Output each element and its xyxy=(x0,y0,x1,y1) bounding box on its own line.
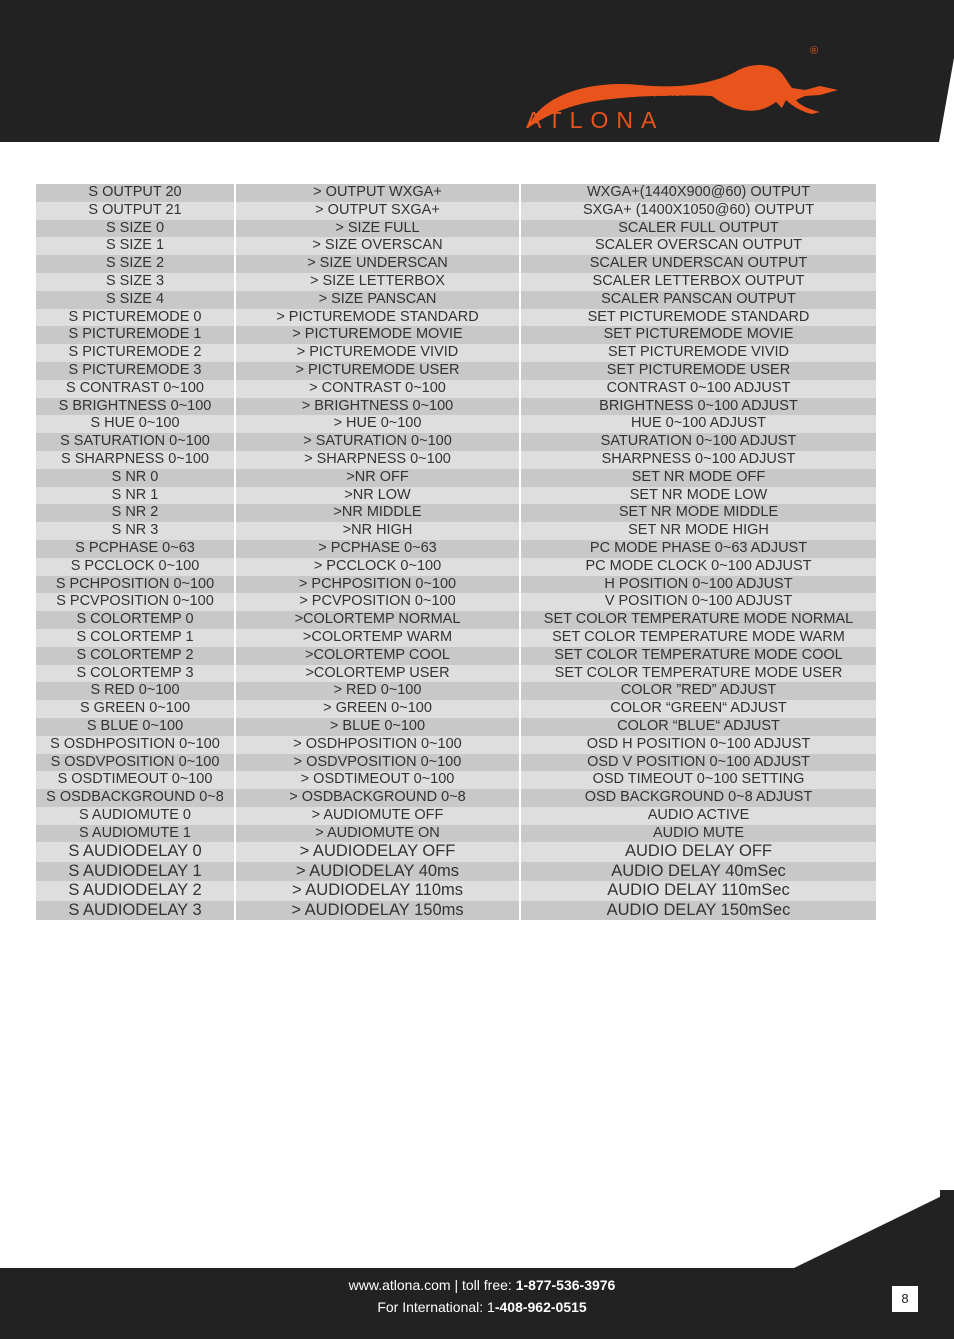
table-row xyxy=(36,862,876,882)
command-cell: S OSDBACKGROUND 0~8 xyxy=(36,789,234,807)
description-cell: SET COLOR TEMPERATURE MODE COOL xyxy=(521,647,876,665)
table-row xyxy=(36,771,876,789)
description-cell: H POSITION 0~100 ADJUST xyxy=(521,576,876,594)
response-cell: > OSDTIMEOUT 0~100 xyxy=(236,771,519,789)
description-cell: SXGA+ (1400X1050@60) OUTPUT xyxy=(521,202,876,220)
table-row xyxy=(36,255,876,273)
response-cell: > HUE 0~100 xyxy=(236,415,519,433)
response-cell: > SHARPNESS 0~100 xyxy=(236,451,519,469)
response-cell: > GREEN 0~100 xyxy=(236,700,519,718)
description-cell: SET PICTUREMODE USER xyxy=(521,362,876,380)
description-cell: SET COLOR TEMPERATURE MODE NORMAL xyxy=(521,611,876,629)
registered-mark: ® xyxy=(810,45,819,57)
table-row xyxy=(36,220,876,238)
table-row xyxy=(36,362,876,380)
description-cell: WXGA+(1440X900@60) OUTPUT xyxy=(521,184,876,202)
response-cell: > SATURATION 0~100 xyxy=(236,433,519,451)
description-cell: AUDIO DELAY OFF xyxy=(521,842,876,862)
command-cell: S AUDIODELAY 3 xyxy=(36,901,234,921)
table-row xyxy=(36,273,876,291)
table-row xyxy=(36,611,876,629)
command-cell: S OUTPUT 21 xyxy=(36,202,234,220)
header-corner-cut xyxy=(939,58,954,142)
response-cell: > OSDVPOSITION 0~100 xyxy=(236,754,519,772)
command-cell: S SHARPNESS 0~100 xyxy=(36,451,234,469)
table-row xyxy=(36,789,876,807)
response-cell: > SIZE FULL xyxy=(236,220,519,238)
command-cell: S AUDIODELAY 1 xyxy=(36,862,234,882)
response-cell: > PICTUREMODE STANDARD xyxy=(236,309,519,327)
response-cell: >COLORTEMP NORMAL xyxy=(236,611,519,629)
description-cell: SET PICTUREMODE MOVIE xyxy=(521,326,876,344)
command-table xyxy=(34,184,878,920)
table-row xyxy=(36,415,876,433)
response-cell: > PCCLOCK 0~100 xyxy=(236,558,519,576)
description-cell: COLOR ”RED” ADJUST xyxy=(521,682,876,700)
command-table-body xyxy=(36,184,876,920)
description-cell: COLOR “BLUE“ ADJUST xyxy=(521,718,876,736)
command-cell: S AUDIOMUTE 1 xyxy=(36,825,234,843)
toll-free-number: 1-877-536-3976 xyxy=(515,1277,616,1293)
description-cell: PC MODE PHASE 0~63 ADJUST xyxy=(521,540,876,558)
toll-free-label: | toll free: xyxy=(450,1277,516,1293)
response-cell: > PICTUREMODE VIVID xyxy=(236,344,519,362)
website-link[interactable]: www.atlona.com xyxy=(348,1277,451,1293)
command-table-wrapper xyxy=(36,184,878,920)
response-cell: > AUDIOMUTE OFF xyxy=(236,807,519,825)
table-row xyxy=(36,901,876,921)
footer-contact-line xyxy=(0,1277,954,1293)
description-cell: SCALER LETTERBOX OUTPUT xyxy=(521,273,876,291)
description-cell: CONTRAST 0~100 ADJUST xyxy=(521,380,876,398)
command-cell: S COLORTEMP 2 xyxy=(36,647,234,665)
command-cell: S RED 0~100 xyxy=(36,682,234,700)
response-cell: > PICTUREMODE USER xyxy=(236,362,519,380)
atlona-logo xyxy=(520,40,850,140)
command-cell: S SATURATION 0~100 xyxy=(36,433,234,451)
response-cell: > PCVPOSITION 0~100 xyxy=(236,593,519,611)
command-cell: S CONTRAST 0~100 xyxy=(36,380,234,398)
command-cell: S AUDIODELAY 2 xyxy=(36,881,234,901)
command-cell: S PICTUREMODE 1 xyxy=(36,326,234,344)
table-row xyxy=(36,202,876,220)
command-cell: S OSDTIMEOUT 0~100 xyxy=(36,771,234,789)
description-cell: SCALER UNDERSCAN OUTPUT xyxy=(521,255,876,273)
table-row xyxy=(36,736,876,754)
response-cell: > SIZE UNDERSCAN xyxy=(236,255,519,273)
table-row xyxy=(36,665,876,683)
response-cell: > OSDBACKGROUND 0~8 xyxy=(236,789,519,807)
brand-name: ATLONA xyxy=(526,107,665,133)
table-row xyxy=(36,184,876,202)
command-cell: S BLUE 0~100 xyxy=(36,718,234,736)
response-cell: >COLORTEMP USER xyxy=(236,665,519,683)
description-cell: OSD TIMEOUT 0~100 SETTING xyxy=(521,771,876,789)
response-cell: > AUDIODELAY 150ms xyxy=(236,901,519,921)
command-cell: S PICTUREMODE 0 xyxy=(36,309,234,327)
description-cell: OSD V POSITION 0~100 ADJUST xyxy=(521,754,876,772)
table-row xyxy=(36,522,876,540)
response-cell: > SIZE LETTERBOX xyxy=(236,273,519,291)
command-cell: S NR 0 xyxy=(36,469,234,487)
command-cell: S SIZE 2 xyxy=(36,255,234,273)
response-cell: > CONTRAST 0~100 xyxy=(236,380,519,398)
page-footer xyxy=(0,1268,954,1339)
table-row xyxy=(36,469,876,487)
description-cell: AUDIO DELAY 40mSec xyxy=(521,862,876,882)
international-number: -408-962-0515 xyxy=(494,1299,587,1315)
command-cell: S OSDVPOSITION 0~100 xyxy=(36,754,234,772)
table-row xyxy=(36,718,876,736)
response-cell: >COLORTEMP COOL xyxy=(236,647,519,665)
table-row xyxy=(36,807,876,825)
description-cell: AUDIO ACTIVE xyxy=(521,807,876,825)
table-row xyxy=(36,558,876,576)
table-row xyxy=(36,451,876,469)
table-row xyxy=(36,504,876,522)
response-cell: > BLUE 0~100 xyxy=(236,718,519,736)
description-cell: V POSITION 0~100 ADJUST xyxy=(521,593,876,611)
command-cell: S SIZE 0 xyxy=(36,220,234,238)
description-cell: OSD H POSITION 0~100 ADJUST xyxy=(521,736,876,754)
description-cell: PC MODE CLOCK 0~100 ADJUST xyxy=(521,558,876,576)
table-row xyxy=(36,700,876,718)
table-row xyxy=(36,487,876,505)
description-cell: SET NR MODE HIGH xyxy=(521,522,876,540)
description-cell: SET PICTUREMODE STANDARD xyxy=(521,309,876,327)
response-cell: > AUDIOMUTE ON xyxy=(236,825,519,843)
description-cell: SCALER FULL OUTPUT xyxy=(521,220,876,238)
response-cell: > AUDIODELAY 40ms xyxy=(236,862,519,882)
command-cell: S SIZE 1 xyxy=(36,237,234,255)
description-cell: AUDIO DELAY 150mSec xyxy=(521,901,876,921)
command-cell: S PICTUREMODE 2 xyxy=(36,344,234,362)
description-cell: SATURATION 0~100 ADJUST xyxy=(521,433,876,451)
command-cell: S GREEN 0~100 xyxy=(36,700,234,718)
response-cell: >NR OFF xyxy=(236,469,519,487)
table-row xyxy=(36,842,876,862)
table-row xyxy=(36,291,876,309)
table-row xyxy=(36,344,876,362)
response-cell: > RED 0~100 xyxy=(236,682,519,700)
response-cell: > BRIGHTNESS 0~100 xyxy=(236,398,519,416)
command-cell: S COLORTEMP 3 xyxy=(36,665,234,683)
command-cell: S PICTUREMODE 3 xyxy=(36,362,234,380)
response-cell: >NR MIDDLE xyxy=(236,504,519,522)
description-cell: SET PICTUREMODE VIVID xyxy=(521,344,876,362)
description-cell: OSD BACKGROUND 0~8 ADJUST xyxy=(521,789,876,807)
tagline: SIMPLE, EASY xyxy=(613,87,689,99)
description-cell: SET COLOR TEMPERATURE MODE USER xyxy=(521,665,876,683)
command-cell: S PCHPOSITION 0~100 xyxy=(36,576,234,594)
response-cell: > SIZE OVERSCAN xyxy=(236,237,519,255)
command-cell: S NR 1 xyxy=(36,487,234,505)
command-cell: S NR 2 xyxy=(36,504,234,522)
command-cell: S AUDIOMUTE 0 xyxy=(36,807,234,825)
international-label: For International: 1 xyxy=(377,1299,495,1315)
response-cell: >NR HIGH xyxy=(236,522,519,540)
table-row xyxy=(36,237,876,255)
response-cell: > PICTUREMODE MOVIE xyxy=(236,326,519,344)
description-cell: SET NR MODE OFF xyxy=(521,469,876,487)
command-cell: S SIZE 3 xyxy=(36,273,234,291)
command-cell: S BRIGHTNESS 0~100 xyxy=(36,398,234,416)
response-cell: > PCHPOSITION 0~100 xyxy=(236,576,519,594)
table-row xyxy=(36,398,876,416)
table-row xyxy=(36,433,876,451)
table-row xyxy=(36,540,876,558)
response-cell: > OUTPUT SXGA+ xyxy=(236,202,519,220)
response-cell: > SIZE PANSCAN xyxy=(236,291,519,309)
response-cell: > AUDIODELAY 110ms xyxy=(236,881,519,901)
footer-corner-edge xyxy=(940,1190,954,1268)
description-cell: SCALER PANSCAN OUTPUT xyxy=(521,291,876,309)
description-cell: SET NR MODE MIDDLE xyxy=(521,504,876,522)
response-cell: >NR LOW xyxy=(236,487,519,505)
response-cell: >COLORTEMP WARM xyxy=(236,629,519,647)
table-row xyxy=(36,593,876,611)
table-row xyxy=(36,576,876,594)
description-cell: AUDIO MUTE xyxy=(521,825,876,843)
command-cell: S NR 3 xyxy=(36,522,234,540)
description-cell: BRIGHTNESS 0~100 ADJUST xyxy=(521,398,876,416)
table-row xyxy=(36,326,876,344)
command-cell: S PCVPOSITION 0~100 xyxy=(36,593,234,611)
command-cell: S HUE 0~100 xyxy=(36,415,234,433)
response-cell: > OSDHPOSITION 0~100 xyxy=(236,736,519,754)
description-cell: AUDIO DELAY 110mSec xyxy=(521,881,876,901)
table-row xyxy=(36,629,876,647)
command-cell: S COLORTEMP 0 xyxy=(36,611,234,629)
description-cell: COLOR “GREEN“ ADJUST xyxy=(521,700,876,718)
page-number: 8 xyxy=(892,1286,918,1312)
response-cell: > PCPHASE 0~63 xyxy=(236,540,519,558)
footer-international-line xyxy=(0,1299,954,1315)
table-row xyxy=(36,682,876,700)
description-cell: SET NR MODE LOW xyxy=(521,487,876,505)
table-row xyxy=(36,754,876,772)
description-cell: SCALER OVERSCAN OUTPUT xyxy=(521,237,876,255)
command-cell: S PCCLOCK 0~100 xyxy=(36,558,234,576)
table-row xyxy=(36,309,876,327)
description-cell: HUE 0~100 ADJUST xyxy=(521,415,876,433)
footer-corner-shape xyxy=(794,1190,954,1268)
table-row xyxy=(36,825,876,843)
table-row xyxy=(36,647,876,665)
command-cell: S OUTPUT 20 xyxy=(36,184,234,202)
description-cell: SET COLOR TEMPERATURE MODE WARM xyxy=(521,629,876,647)
command-cell: S SIZE 4 xyxy=(36,291,234,309)
table-row xyxy=(36,380,876,398)
command-cell: S AUDIODELAY 0 xyxy=(36,842,234,862)
command-cell: S PCPHASE 0~63 xyxy=(36,540,234,558)
response-cell: > OUTPUT WXGA+ xyxy=(236,184,519,202)
command-cell: S COLORTEMP 1 xyxy=(36,629,234,647)
description-cell: SHARPNESS 0~100 ADJUST xyxy=(521,451,876,469)
response-cell: > AUDIODELAY OFF xyxy=(236,842,519,862)
page-header xyxy=(0,0,954,142)
command-cell: S OSDHPOSITION 0~100 xyxy=(36,736,234,754)
table-row xyxy=(36,881,876,901)
